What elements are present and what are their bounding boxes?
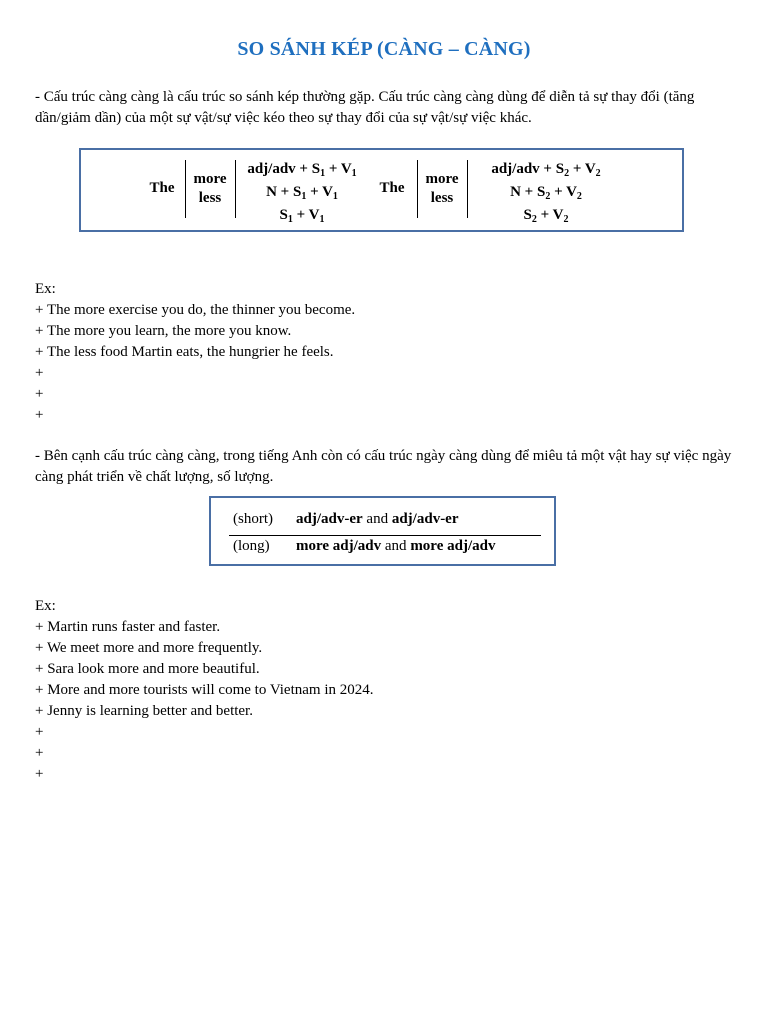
formula-1-line-1: $adj/adv + S_1 + V_1$ [247,161,357,179]
short-row: (short) adj/adv-er and adj/adv-er [233,508,459,530]
long-row: (long) more adj/adv and more adj/adv [233,535,495,557]
divider [235,160,236,218]
list-item: + The more exercise you do, the thinner you become. [35,302,356,318]
list-item: + [35,365,44,381]
second-paragraph: - Bên cạnh cấu trúc càng càng, trong tiếng Anh còn có cấu trúc ngày càng dùng để miêu tả một vật hay sự việc ngày càng phát triển về chất lượng, số lượng. [35,448,732,485]
formula-1 [237,160,367,229]
less-label-2: less [430,190,454,206]
list-item: + The less food Martin eats, the hungrier he feels. [35,344,334,360]
progressive-structure-box [209,496,556,566]
list-item: + Sara look more and more beautiful. [35,661,260,677]
formula-2-line-3: $S_2 + V_2$ [523,207,569,225]
more-label-1: more [193,171,227,187]
formula-2 [471,160,621,229]
divider [417,160,418,218]
list-item: + [35,724,44,740]
examples-1 [35,279,735,426]
formula-1-line-3: $S_1 + V_1$ [279,207,325,225]
intro-paragraph: - Cấu trúc càng càng là cấu trúc so sánh kép thường gặp. Cấu trúc càng càng dùng để diễn tả sự thay đổi (tăng dần/giảm dần) của một sự vật/sự việc kéo theo sự thay đổi của sự vật/sự việc khác. [35,89,695,126]
formula-1-line-2: $N + S_1 + V_1$ [266,184,338,202]
structure-box [79,148,684,232]
examples-2 [35,596,735,785]
list-item: + [35,407,44,423]
the-label-2: The [379,180,405,196]
list-item: + Martin runs faster and faster. [35,619,221,635]
list-item: + The more you learn, the more you know. [35,323,292,339]
page-title: SO SÁNH KÉP (CÀNG – CÀNG) [237,38,531,60]
divider [185,160,186,218]
examples-label: Ex: [35,281,56,297]
long-label: (long) [233,538,270,554]
list-item: + Jenny is learning better and better. [35,703,253,719]
examples-label: Ex: [35,598,56,614]
more-label-2: more [425,171,459,187]
less-label-1: less [198,190,222,206]
list-item: + [35,766,44,782]
short-label: (short) [233,511,273,527]
formula-2-line-2: $N + S_2 + V_2$ [510,184,582,202]
list-item: + [35,386,44,402]
list-item: + [35,745,44,761]
divider [467,160,468,218]
list-item: + More and more tourists will come to Vietnam in 2024. [35,682,374,698]
the-label-1: The [149,180,175,196]
more-less-2 [419,170,465,208]
more-less-1 [187,170,233,208]
list-item: + We meet more and more frequently. [35,640,263,656]
formula-2-line-1: $adj/adv + S_2 + V_2$ [491,161,601,179]
